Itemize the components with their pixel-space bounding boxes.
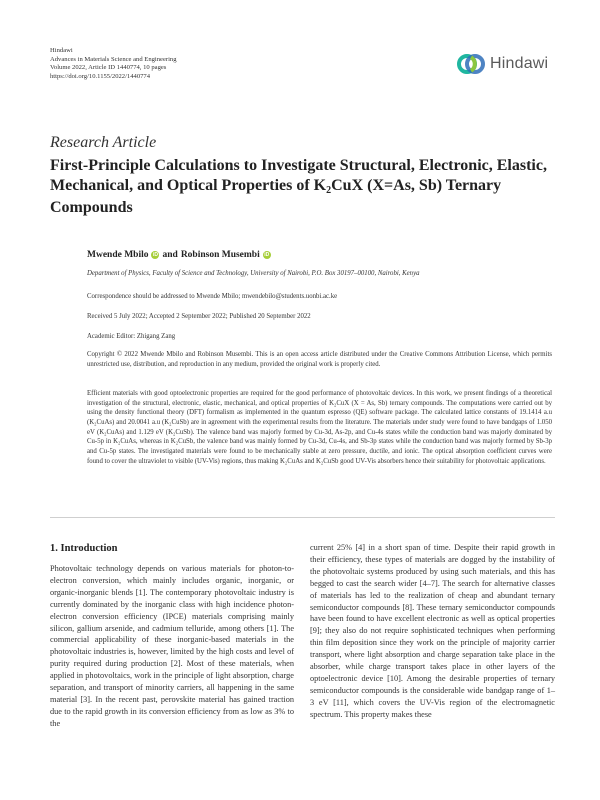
copyright-notice: Copyright © 2022 Mwende Mbilo and Robinson Musembi. This is an open access article distributed under the Creative Commons Attribution License, which permits unrestricted use, distribution, and reproduction in any medium, provided the original work is properly cited. [87,351,552,368]
doi-link[interactable]: https://doi.org/10.1155/2022/1440774 [50,72,151,80]
title-part-2: CuX (X=As, Sb) Ternary Compounds [50,177,502,216]
author-conjunction: and [162,250,178,260]
abstract: Efficient materials with good optoelectronic properties are required for the good performance of photovoltaic devices. In this work, we present findings of a theoretical investigation of the structural, electronic, elastic, mechanical, and optical properties of K₂CuX (X = As, Sb) ternary compounds. The computations were carried out by using the density functional theory (DFT) formalism as implemented in the quantum espresso (QE) software package. The calculated lattice constants of 19.1414 a.u (K₂CuAs) and 20.0041 a.u (K₂CuSb) are in agreement with the experimental results from the literature. The materials under study were found to have bandgaps of 1.050 eV (K₂CuAs) and 1.129 eV (K₂CuSb). The valence band was majorly formed by Cu-3d, As-2p, and Cu-4s states while the conduction band was majorly dominated by Cu-5p in K₂CuAs, whereas in K₂CuSb, the valence band was mainly formed by Cu-3d, Cu-4s, and Sb-3p states while the conduction band was majorly formed by Sb-3p and Cu-5p states. The investigated materials were found to be mechanically stable at zero pressure, ductile, and ionic. The optical absorption coefficient curves were found to cover the ultraviolet to visible (UV-Vis) regions, thus making K₂CuAs and K₂CuSb good UV-Vis absorbers hence their suitability for photovoltaic applications. [87,390,552,465]
journal-name: Advances in Materials Science and Engineering [50,55,177,63]
section-divider [50,517,555,518]
logo-wordmark: Hindawi [490,55,549,72]
affiliation: Department of Physics, Faculty of Science and Technology, University of Nairobi, P.O. Box 30197–00100, Nairobi, Kenya [87,270,420,277]
article-title [50,156,555,218]
author-list [87,250,274,260]
correspondence: Correspondence should be addressed to Mwende Mbilo; mwendebilo@students.uonbi.ac.ke [87,293,338,300]
title-subscript: 2 [326,185,332,196]
author-1[interactable]: Mwende Mbilo [87,250,149,260]
article-type: Research Article [50,134,157,151]
paragraph: Photovoltaic technology depends on various materials for photon-to-electron conversion, which mainly includes organic, inorganic, or organic-inorganic blends [1]. The contemporary photovoltaic industry is currently dominated by the inorganic class with high incidence photon-electron conversion efficiency (IPCE) materials comprising mainly silicon, gallium arsenide, and cadmium telluride, among others [1]. The commercial applicability of these inorganic-based materials in the photovoltaic industries is, however, limited by the high costs and level of purity required during production [2]. Most of these materials, when applied in photovoltaics, work in the principle of light absorption, charge separation, and transport of minority carriers, all happening in the same material [3]. In the recent past, perovskite material has gained traction due to the rapid growth in its conversion efficiency from as low as 3% to the [50,564,294,728]
author-2[interactable]: Robinson Musembi [180,250,260,260]
orcid-icon[interactable]: iD [264,252,270,258]
volume-line: Volume 2022, Article ID 1440774, 10 pages [50,64,167,72]
publisher-name: Hindawi [50,47,73,54]
journal-metadata [50,47,177,81]
hindawi-logo-icon [456,49,486,79]
orcid-icon[interactable]: iD [152,252,158,258]
body-column-left [50,563,294,730]
body-column-right [310,542,555,721]
title-part-1: First-Principle Calculations to Investigate Structural, Electronic, Elastic, Mechanical, and Optical Properties of K [50,157,547,194]
academic-editor: Academic Editor: Zhigang Zang [87,333,176,340]
section-heading: 1. Introduction [50,543,118,554]
hindawi-logo [456,44,556,84]
paragraph: current 25% [4] in a short span of time. Despite their rapid growth in their efficiency, these types of materials are dogged by the instability of the photovoltaic systems produced by using such materials, and this has begged to cast the search wider [4–7]. The search for alternative classes of materials has led to the realization of cheap and abundant ternary semiconductor compounds [8]. These ternary semiconductor compounds have been found to have excellent electronic as well as optical properties [9]; they also do not require sophisticated techniques when performing thin film deposition since they work on the principle of majority carrier transport, where light absorption and charge separation take place in the absorber, while charge transport takes place in other layers of the optoelectronic device [10]. Among the desirable properties of ternary semiconductor compounds is the considerable wide bandgap range of 1–3 eV [11], which covers the UV-Vis region of the electromagnetic spectrum. This property makes these [310,543,555,719]
publication-dates: Received 5 July 2022; Accepted 2 September 2022; Published 20 September 2022 [87,313,311,320]
